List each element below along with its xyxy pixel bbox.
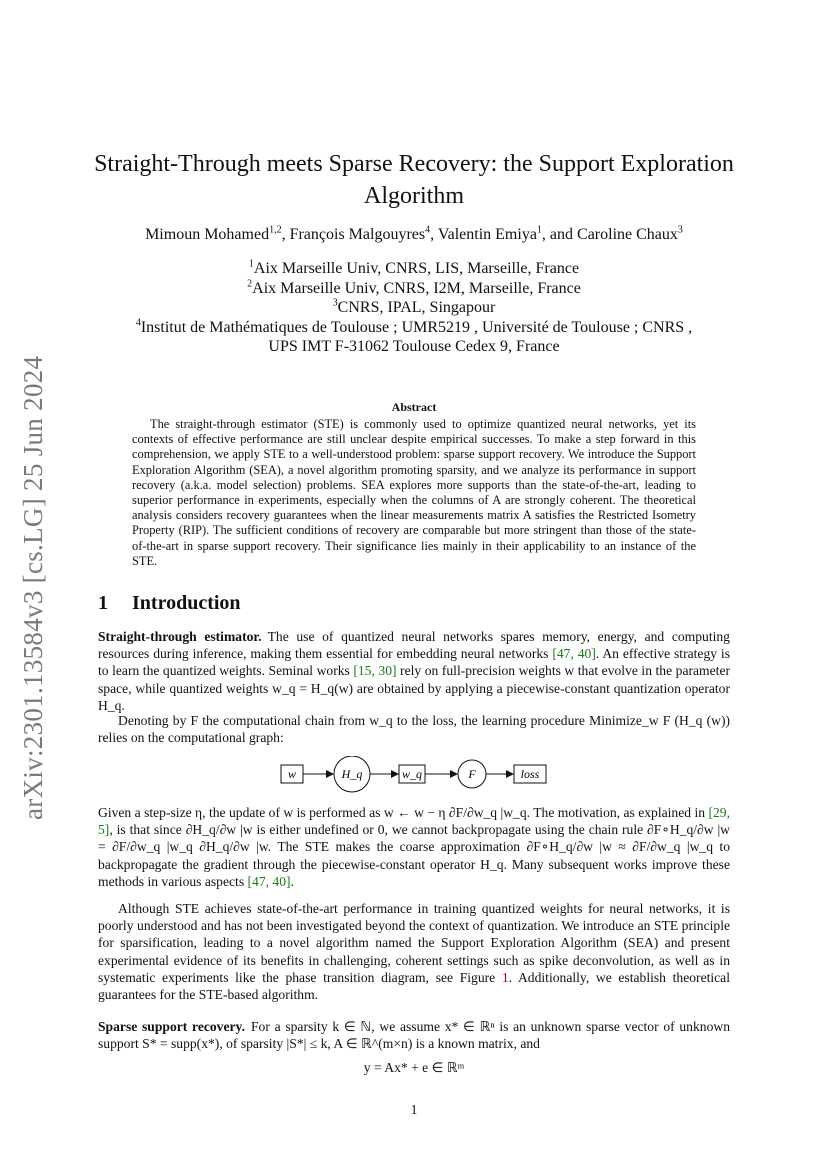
abstract-heading: Abstract	[391, 400, 437, 414]
abstract-body: The straight-through estimator (STE) is commonly used to optimize quantized neural networks, yet its contexts of effective performance are still unclear despite empirical successes. To make a step forward in this comprehension, we apply STE to a well-understood problem: sparse support recovery. We introduce the Support Exploration Algorithm (SEA), a novel algorithm promoting sparsity, and we analyze its performance in support recovery (a.k.a. model selection) problems. SEA explores more supports than the state-of-the-art, leading to superior performance in experiments, especially when the columns of A are strongly coherent. The theoretical analysis considers recovery guarantees when the linear measurements matrix A satisfies the Restricted Isometry Property (RIP). The sufficient conditions of recovery are comparable but more stringent than those of the state-of-the-art in sparse support recovery. Their significance lies mainly in their applicability to an instance of the STE.	[132, 417, 696, 568]
figure-link[interactable]: 1	[501, 969, 509, 985]
paragraph-text: For a sparsity k ∈ ℕ, we assume x* ∈ ℝⁿ is an unknown sparse vector of unknown support S* = supp(x*), of sparsity |S*| ≤ k, A ∈ ℝ^(m×n) is a known matrix, and	[98, 1019, 730, 1052]
author-separator: ,	[430, 226, 438, 243]
paragraph-text: Given a step-size η, the update of w is performed as w ← w − η ∂F/∂w_q |w_q. The motivation, as explained in	[98, 805, 709, 820]
paragraph-update-rule	[98, 804, 730, 890]
affiliation-list	[80, 259, 748, 357]
author-list	[80, 226, 748, 244]
graph-node-label: w_q	[401, 767, 423, 781]
paragraph-text: , is that since ∂H_q/∂w |w is either undefined or 0, we cannot backpropagate using the chain rule ∂F∘H_q/∂w |w = ∂F/∂w_q |w_q ∂H_q/∂w |w. The STE makes the coarse approximation ∂F∘H_q/∂w |w ≈ ∂F/∂w_q |w_q to backpropagate the gradient through the piecewise-constant operator H_q. Many subsequent works improve these methods in various aspects	[98, 822, 730, 889]
paragraph-computational-chain: Denoting by F the computational chain from w_q to the loss, the learning procedure Minimize_w F (H_q (w)) relies on the computational graph:	[98, 713, 730, 746]
author-name: François Malgouyres	[289, 226, 426, 243]
affiliation-text: UPS IMT F-31062 Toulouse Cedex 9, France	[268, 338, 560, 356]
graph-node-label: loss	[520, 767, 540, 781]
author-affiliation-mark: 1	[536, 224, 542, 236]
paragraph-text: . Additionally, we establish theoretical guarantees for the STE-based algorithm.	[98, 969, 730, 1003]
affiliation-mark: 1	[248, 258, 254, 270]
citation-link[interactable]: [29, 5]	[98, 805, 730, 838]
section-number: 1	[98, 592, 108, 614]
paragraph-text: rely on full-precision weights w that evolve in the parameter space, while quantized weights w_q = H_q(w) are obtained by applying a piecewise-constant quantization operator H_q.	[98, 663, 731, 713]
author-affiliation-mark: 3	[677, 224, 683, 236]
section-heading	[98, 592, 241, 615]
graph-node-label: F	[468, 767, 476, 781]
affiliation-text: Aix Marseille Univ, CNRS, LIS, Marseille, France	[253, 260, 580, 277]
citation-link[interactable]: [47, 40]	[552, 646, 596, 662]
paragraph-text: The use of quantized neural networks spares memory, energy, and computing resources during inference, making them essential for embedding neural networks	[98, 629, 730, 662]
paragraph-text: .	[290, 873, 294, 889]
paragraph-ste	[98, 628, 730, 714]
affiliation-text: Institut de Mathématiques de Toulouse ; UMR5219 , Université de Toulouse ; CNRS ,	[140, 318, 693, 336]
affiliation-text: Aix Marseille Univ, CNRS, I2M, Marseille, France	[252, 279, 581, 297]
author-separator: ,	[281, 226, 290, 243]
paragraph-contribution	[98, 900, 730, 1003]
model-equation: y = Ax* + e ∈ ℝᵐ	[363, 1060, 465, 1075]
author-name: Mimoun Mohamed	[145, 226, 270, 243]
paragraph-text: Although STE achieves state-of-the-art performance in training quantized weights for neural networks, it is poorly understood and has not been investigated beyond the context of quantization. We introduce an STE principle for sparsification, leading to a novel algorithm named the Support Exploration Algorithm (SEA) and present experimental evidence of its benefits in challenging, coherent settings such as spike deconvolution, as well as in systematic experiments like the phase transition diagram, see Figure	[98, 901, 730, 985]
author-affiliation-mark: 1,2	[269, 224, 282, 236]
affiliation-line	[80, 318, 748, 338]
page-number: 1	[410, 1102, 418, 1117]
affiliation-line	[80, 279, 748, 299]
author-name: Valentin Emiya	[437, 226, 537, 243]
paragraph-text: . An effective strategy is to learn the quantized weights. Seminal works	[98, 646, 730, 679]
graph-node-label: w	[287, 767, 297, 781]
affiliation-line	[80, 259, 748, 279]
runin-heading: Sparse support recovery.	[98, 1019, 245, 1034]
arxiv-identifier: arXiv:2301.13584v3 [cs.LG] 25 Jun 2024	[18, 355, 48, 820]
author-name: Caroline Chaux	[577, 226, 678, 243]
runin-heading: Straight-through estimator.	[98, 629, 262, 644]
graph-node-label: H_q	[341, 767, 363, 781]
author-affiliation-mark: 4	[425, 224, 431, 236]
affiliation-line	[80, 298, 748, 318]
citation-link[interactable]: [47, 40]	[247, 873, 291, 889]
author-separator: , and	[541, 226, 578, 243]
affiliation-mark: 2	[247, 278, 253, 290]
affiliation-mark: 3	[332, 297, 338, 309]
computational-graph	[276, 756, 556, 796]
citation-link[interactable]: [15, 30]	[353, 663, 397, 679]
affiliation-text: CNRS, IPAL, Singapour	[337, 299, 496, 317]
paragraph-sparse-support	[98, 1018, 730, 1052]
affiliation-mark: 4	[135, 317, 141, 329]
section-title: Introduction	[132, 592, 241, 614]
affiliation-line	[80, 337, 748, 357]
paper-title: Straight-Through meets Sparse Recovery: the Support Exploration Algorithm	[94, 151, 734, 209]
